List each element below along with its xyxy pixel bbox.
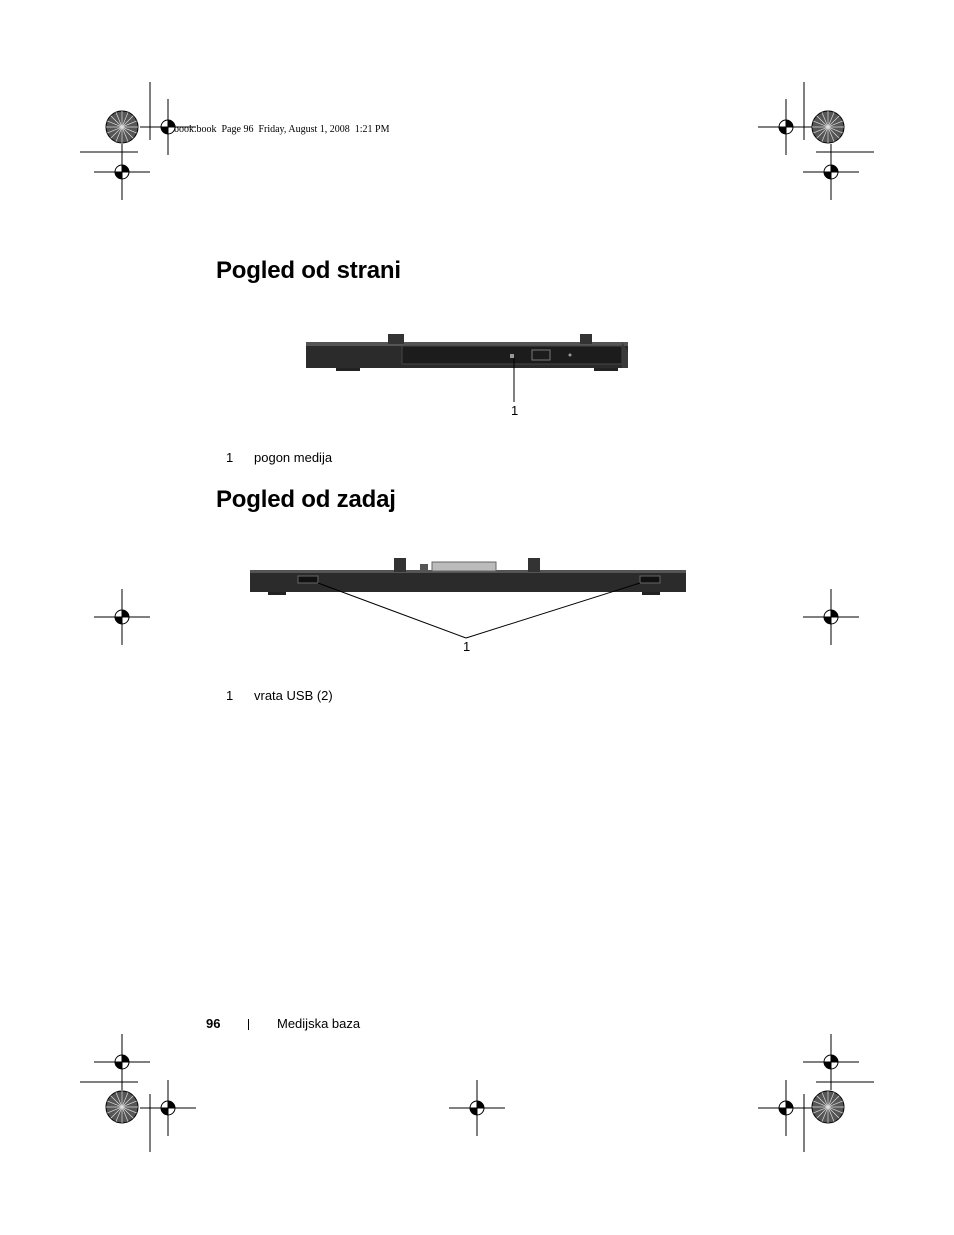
rear-view-legend-number: 1 (226, 688, 234, 703)
section-heading-side-view: Pogled od strani (216, 257, 401, 284)
side-view-callout: 1 (511, 403, 519, 418)
print-slug: book.book Page 96 Friday, August 1, 2008 1:21 PM (174, 124, 390, 135)
chapter-title: Medijska baza (277, 1016, 361, 1031)
footer-separator (248, 1019, 249, 1030)
page-number: 96 (206, 1016, 221, 1031)
side-view-legend-text: pogon medija (254, 450, 333, 465)
rear-view-image (244, 550, 694, 650)
side-view-legend-number: 1 (226, 450, 234, 465)
side-view-image (300, 326, 640, 396)
rear-view-legend-text: vrata USB (2) (254, 688, 333, 703)
rear-view-callout: 1 (463, 639, 471, 654)
section-heading-rear-view: Pogled od zadaj (216, 486, 396, 513)
